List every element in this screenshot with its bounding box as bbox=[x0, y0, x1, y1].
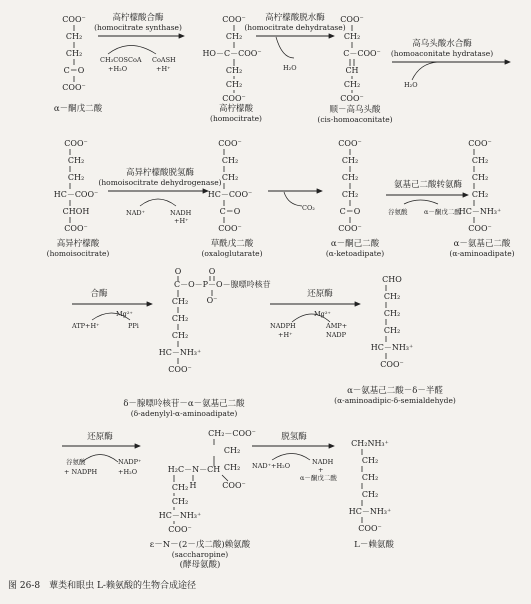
homoisocitrate-name-en: (homoisocitrate) bbox=[46, 249, 110, 258]
cis-atom-1: CH₂ bbox=[343, 80, 361, 89]
cofactor-r9-out-2: +H₂O bbox=[118, 468, 138, 476]
cofactor-r9-in-2: + NADPH bbox=[64, 468, 98, 476]
saccharopine-name-cn: ε－N－(2－戊二酸)赖氨酸 bbox=[149, 540, 251, 550]
homocitrate-atom-1: CH₂ bbox=[225, 80, 243, 89]
adenylyl-atom-3: HC－NH₃⁺ bbox=[158, 348, 202, 357]
cofactor-curve-1 bbox=[108, 46, 156, 55]
adenylyl-atom-2: CH₂ bbox=[171, 331, 189, 340]
cofactor-r1-in-2: +H₂O bbox=[108, 65, 128, 73]
cofactor-curve-3 bbox=[412, 62, 438, 80]
ketoadipate-atom-1: CH₂ bbox=[341, 156, 359, 165]
enzyme-homocitrate-dehydratase-en: (homocitrate dehydratase) bbox=[244, 23, 346, 32]
saccharopine-atom-1: CH₂ bbox=[223, 446, 241, 455]
cofactor-r10-out-3: α－酮戊二酸 bbox=[300, 474, 337, 482]
cofactor-curve-10 bbox=[272, 454, 310, 461]
figure-caption: 图 26-8 蕈类和眼虫 L-赖氨酸的生物合成途径 bbox=[8, 581, 196, 591]
cofactor-r8-out-2: NADP bbox=[326, 331, 346, 339]
ketoadipate-atom-5: COO⁻ bbox=[338, 224, 362, 233]
lysine-atom-4: HC－NH₃⁺ bbox=[348, 507, 392, 516]
aminoadipate-atom-4: HC－NH₃⁺ bbox=[458, 207, 502, 216]
adenylyl-label-adenylyl_o_top-1: O bbox=[208, 267, 216, 276]
homoisocitrate-structure bbox=[54, 139, 99, 233]
adenylyl-atom-1: CH₂ bbox=[171, 314, 189, 323]
semialdehyde-atom-1: CH₂ bbox=[383, 292, 401, 301]
cis-homoaconitate-name-cn: 顺－高乌头酸 bbox=[329, 105, 381, 115]
oxaloglutarate-atom-5: COO⁻ bbox=[218, 224, 242, 233]
homocitrate-atom-0: COO⁻ bbox=[222, 15, 246, 24]
enzyme-homocitrate-synthase-cn: 高柠檬酸合酶 bbox=[112, 13, 164, 23]
cofactor-r10-out-1: NADH bbox=[312, 458, 334, 466]
alpha-aminoadipate-name-cn: α－氨基己二酸 bbox=[453, 239, 511, 249]
cis-atom-2: COO⁻ bbox=[340, 94, 364, 103]
enzyme-reductase-1: 还原酶 bbox=[307, 289, 333, 299]
enzyme-homoisocitrate-dehydrogenase-en: (homoisocitrate dehydrogenase) bbox=[98, 178, 222, 187]
semialdehyde-atom-0: CHO bbox=[382, 275, 402, 284]
cofactor-r10-in: NAD⁺+H₂O bbox=[252, 462, 291, 470]
cofactor-curve-4 bbox=[140, 199, 176, 206]
cofactor-r2-out: H₂O bbox=[283, 64, 297, 72]
homoisocitrate-atom-5: COO⁻ bbox=[64, 224, 88, 233]
semialdehyde-atom-2: CH₂ bbox=[383, 309, 401, 318]
alpha-ketoadipate-name-en: (α-ketoadipate) bbox=[325, 249, 385, 258]
enzyme-homocitrate-dehydratase-cn: 高柠檬酸脱水酶 bbox=[265, 13, 325, 23]
cofactor-r7-mg: Mg²⁺ bbox=[116, 310, 133, 318]
adenylyl-atom-0: CH₂ bbox=[171, 297, 189, 306]
enzyme-homoisocitrate-dehydrogenase-cn: 高异柠檬酸脱氢酶 bbox=[125, 168, 195, 178]
semialdehyde-atom-5: COO⁻ bbox=[380, 360, 404, 369]
l-lysine-structure bbox=[349, 439, 392, 533]
semialdehyde-name-cn: α－氨基己二酸－δ－半醛 bbox=[347, 386, 443, 396]
enzyme-homoaconitate-hydratase-en: (homoaconitate hydratase) bbox=[390, 49, 494, 58]
cofactor-curve-2 bbox=[276, 37, 294, 58]
saccharopine-label-saccharopine_coo: COO⁻ bbox=[222, 481, 246, 490]
cofactor-r4-out-1: NADH bbox=[170, 209, 192, 217]
cis-label-cis_center-0: C－COO⁻ bbox=[343, 49, 381, 58]
akg-atom-4: COO⁻ bbox=[62, 83, 86, 92]
adenylyl-label-adenylyl_o_top-0: O bbox=[174, 267, 182, 276]
cofactor-r4-in: NAD⁺ bbox=[126, 209, 146, 217]
saccharopine-name-alt: (酵母氨酸) bbox=[179, 560, 221, 570]
homoisocitrate-atom-2: CH₂ bbox=[67, 173, 85, 182]
alpha-aminoadipate-structure bbox=[459, 139, 502, 233]
aminoadipate-atom-0: COO⁻ bbox=[468, 139, 492, 148]
ketoadipate-atom-3: CH₂ bbox=[341, 190, 359, 199]
aminoadipate-atom-3: CH₂ bbox=[471, 190, 489, 199]
homocitrate-atom-2: COO⁻ bbox=[222, 94, 246, 103]
adenylyl-aminoadipate-structure bbox=[159, 267, 271, 374]
alpha-ketoglutarate-structure bbox=[62, 15, 85, 92]
cis-atom-1: CH₂ bbox=[343, 32, 361, 41]
cofactor-r9-out-1: NADP⁺ bbox=[118, 458, 142, 466]
cofactor-r1-out-2: +H⁺ bbox=[156, 65, 171, 73]
akg-atom-0: COO⁻ bbox=[62, 15, 86, 24]
lysine-atom-3: CH₂ bbox=[361, 490, 379, 499]
akg-atom-1: CH₂ bbox=[65, 32, 83, 41]
cofactor-r7-out: PPi bbox=[128, 322, 139, 330]
lysine-atom-1: CH₂ bbox=[361, 456, 379, 465]
saccharopine-label-saccharopine_h: H bbox=[189, 481, 197, 490]
homocitrate-name-cn: 高柠檬酸 bbox=[218, 104, 254, 114]
semialdehyde-name-en: (α-aminoadipic-δ-semialdehyde) bbox=[334, 396, 456, 405]
adenylyl-label-adenylyl_o_bottom-0: O⁻ bbox=[206, 296, 218, 305]
homocitrate-atom-1: CH₂ bbox=[225, 32, 243, 41]
cofactor-r6-in-2: α－酮戊二酸 bbox=[424, 208, 461, 216]
adenylyl-name-en: (δ-adenylyl-α-aminoadipate) bbox=[130, 409, 238, 418]
saccharopine-structure bbox=[159, 429, 256, 534]
aminoadipate-atom-1: CH₂ bbox=[471, 156, 489, 165]
lysine-atom-2: CH₂ bbox=[361, 473, 379, 482]
saccharopine-name-en: (saccharopine) bbox=[171, 550, 229, 559]
alpha-ketoadipate-name-cn: α－酮己二酸 bbox=[330, 239, 380, 249]
cofactor-r6-in-1: 谷氨酸 bbox=[388, 208, 408, 216]
semialdehyde-atom-3: CH₂ bbox=[383, 326, 401, 335]
cofactor-r8-mg: Mg²⁺ bbox=[314, 310, 331, 318]
adenylyl-atom-4: COO⁻ bbox=[168, 365, 192, 374]
alpha-ketoadipate-structure bbox=[338, 139, 361, 233]
homocitrate-atom-0: CH₂ bbox=[225, 66, 243, 75]
cofactor-curve-9 bbox=[82, 455, 118, 463]
akg-atom-2: CH₂ bbox=[65, 49, 83, 58]
cofactor-r8-in-2: +H⁺ bbox=[278, 331, 293, 339]
enzyme-homoaconitate-hydratase-cn: 高乌头酸水合酶 bbox=[412, 39, 472, 49]
cofactor-r8-out-1: AMP+ bbox=[326, 322, 348, 330]
alpha-ketoglutarate-name: α－酮戊二酸 bbox=[53, 104, 103, 114]
ketoadipate-atom-0: COO⁻ bbox=[338, 139, 362, 148]
aminoadipate-atom-5: COO⁻ bbox=[468, 224, 492, 233]
cofactor-curve-6 bbox=[404, 200, 438, 204]
cis-homoaconitate-name-en: (cis-homoaconitate) bbox=[317, 115, 393, 124]
cis-homoaconitate-structure bbox=[340, 15, 381, 103]
enzyme-dehydrogenase: 脱氢酶 bbox=[281, 432, 307, 442]
saccharopine-label-saccharopine_center: H₂C－N－CH bbox=[167, 465, 221, 474]
homoisocitrate-atom-3: HC－COO⁻ bbox=[53, 190, 99, 199]
akg-atom-3: C＝O bbox=[63, 66, 85, 75]
semialdehyde-structure bbox=[371, 275, 414, 369]
oxaloglutarate-name-cn: 草酰戊二酸 bbox=[210, 239, 254, 249]
oxaloglutarate-atom-2: CH₂ bbox=[221, 173, 239, 182]
oxaloglutarate-name-en: (oxaloglutarate) bbox=[201, 249, 263, 258]
cofactor-r1-in-1: CH₃COSCoA bbox=[100, 56, 142, 64]
oxaloglutarate-atom-0: COO⁻ bbox=[218, 139, 242, 148]
enzyme-aminoadipate-transaminase: 氨基己二酸转氨酶 bbox=[393, 180, 463, 190]
cofactor-r4-out-2: +H⁺ bbox=[174, 217, 189, 225]
cis-atom-0: CH bbox=[345, 66, 359, 75]
oxaloglutarate-atom-1: CH₂ bbox=[221, 156, 239, 165]
homocitrate-label-homocitrate_center-0: HO－C－COO⁻ bbox=[202, 49, 262, 58]
saccharopine-atom-2: CH₂ bbox=[223, 463, 241, 472]
l-lysine-name: L－赖氨酸 bbox=[354, 540, 394, 550]
homoisocitrate-atom-4: CHOH bbox=[62, 207, 90, 216]
lysine-atom-0: CH₂NH₃⁺ bbox=[351, 439, 389, 448]
oxaloglutarate-atom-3: HC－COO⁻ bbox=[207, 190, 253, 199]
adenylyl-name-cn: δ－腺嘌呤核苷－α－氨基己二酸 bbox=[123, 399, 245, 409]
homoisocitrate-atom-1: CH₂ bbox=[67, 156, 85, 165]
alpha-aminoadipate-name-en: (α-aminoadipate) bbox=[449, 249, 515, 258]
oxaloglutarate-atom-4: C＝O bbox=[219, 207, 241, 216]
cofactor-r9-in-1: 谷氨酸 bbox=[66, 458, 86, 466]
cofactor-r5-co2: CO₂ bbox=[302, 204, 315, 212]
enzyme-reductase-2: 还原酶 bbox=[87, 432, 113, 442]
ketoadipate-atom-4: C＝O bbox=[339, 207, 361, 216]
saccharopine-atom-1: CH₂ bbox=[171, 497, 189, 506]
cofactor-r8-in-1: NADPH bbox=[270, 322, 296, 330]
cofactor-r1-out-1: CoASH bbox=[152, 56, 176, 64]
enzyme-homocitrate-synthase-en: (homocitrate synthase) bbox=[94, 23, 182, 32]
cofactor-r10-out-2: + bbox=[318, 466, 324, 474]
saccharopine-atom-2: HC－NH₃⁺ bbox=[158, 511, 202, 520]
ketoadipate-atom-2: CH₂ bbox=[341, 173, 359, 182]
adenylyl-label-adenylyl_head: C－O－P－O－腺嘌呤核苷 bbox=[174, 280, 271, 289]
saccharopine-atom-3: COO⁻ bbox=[168, 525, 192, 534]
cofactor-r7-in: ATP+H⁺ bbox=[72, 322, 100, 330]
enzyme-synthase: 合酶 bbox=[90, 289, 108, 299]
homoisocitrate-atom-0: COO⁻ bbox=[64, 139, 88, 148]
saccharopine-atom-0: CH₂ bbox=[171, 483, 189, 492]
cofactor-curve-5 bbox=[284, 192, 302, 206]
lysine-atom-5: COO⁻ bbox=[358, 524, 382, 533]
homocitrate-name-en: (homocitrate) bbox=[210, 114, 262, 123]
homoisocitrate-name-cn: 高异柠檬酸 bbox=[56, 239, 100, 249]
cofactor-r3-in: H₂O bbox=[404, 81, 418, 89]
aminoadipate-atom-2: CH₂ bbox=[471, 173, 489, 182]
cis-atom-0: COO⁻ bbox=[340, 15, 364, 24]
semialdehyde-atom-4: HC－NH₃⁺ bbox=[370, 343, 414, 352]
saccharopine-atom-0: CH₂－COO⁻ bbox=[208, 429, 256, 438]
